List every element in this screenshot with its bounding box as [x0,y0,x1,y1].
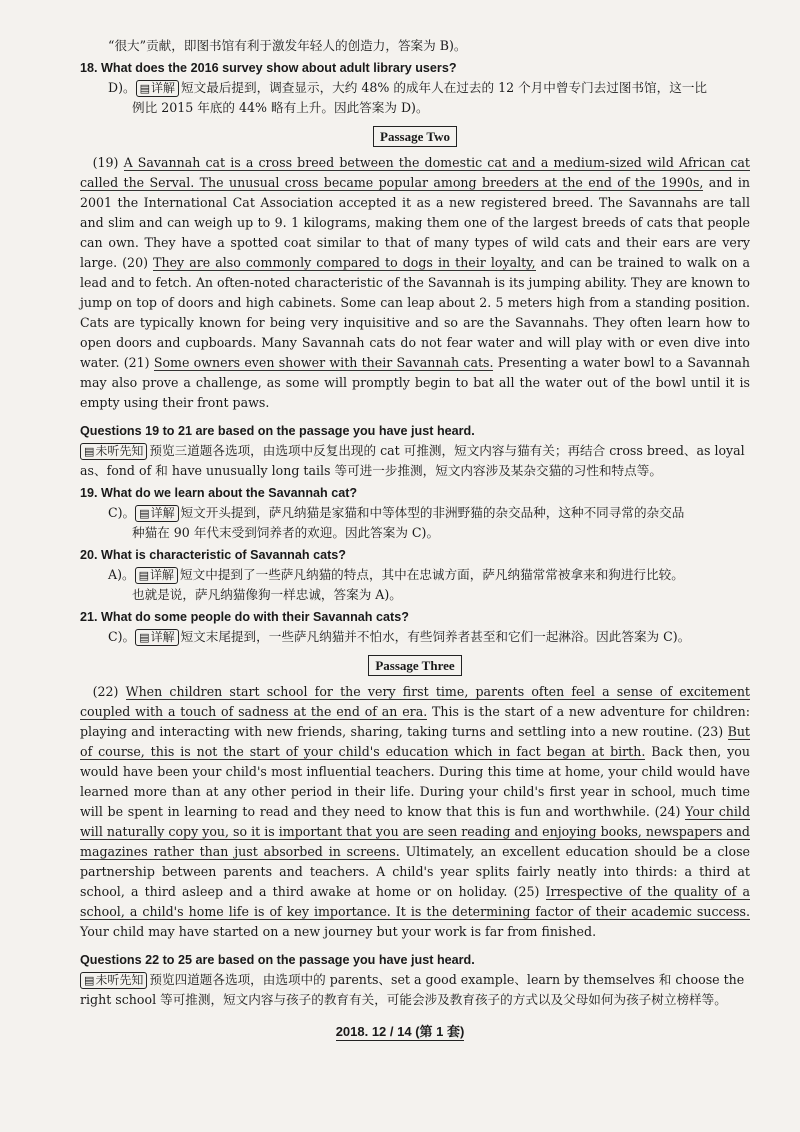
passage-three-heading-wrap [80,655,750,676]
preview-19-21: ▤未听先知 预览三道题各选项，由选项中反复出现的 cat 可推测，短文内容与猫有关；再结合 cross breed、as loyal as、fond of 和 have unusually long tails 等可进一步推测，短文内容涉及某杂交猫的习性和特点等。 [80,443,745,478]
passage-three-text: (22) When children start school for the very first time, parents often feel a sense of excitement coupled with a touch of sadness at the end of an era. This is the start of a new adventure for children: playing and interacting with new friends, sharing, taking turns and settling into a new routine. (23) But of course, this is not the start of your child's education which in fact began at birth. Back then, you would have been your child's most influential teachers. During this time at home, your child would have learned more than at any other period in their life. During your child's first year in school, much time will be spent in learning to read and they need to know that this is fun and worthwhile. (24) Your child will naturally copy you, so it is important that you are seen reading and enjoying books, newspapers and magazines rather than just absorbed in screens. Ultimately, an excellent education should be a close partnership between parents and teachers. A child's year splits fairly neatly into thirds: a third at school, a third asleep and a third awake at home or on holiday. (25) Irrespective of the quality of a school, a child's home life is of key importance. It is the determining factor of their academic success. Your child may have started on a new journey but your work is far from finished. [80,684,751,939]
question-18: 18. What does the 2016 survey show about adult library users? [80,61,457,75]
q18-explanation: D)。 ▤详解 短文最后提到，调查显示，大约 48% 的成年人在过去的 12 个月中曾专门去过图书馆，这一比 [108,80,708,95]
book-icon: ▤ [139,631,150,644]
preview-tag: ▤未听先知 [80,443,147,460]
underlined-sentence: Some owners even shower with their Savannah cats. [153,355,494,370]
underlined-sentence: When children start school for the very first time, parents often feel a sense of excitement coupled with a touch of sadness at the end of an era. [80,684,750,719]
book-icon: ▤ [138,569,150,582]
detail-tag: ▤详解 [135,567,178,584]
underlined-sentence: Your child will naturally copy you, so it is important that you are seen reading and enjoying books, newspapers and magazines rather than just absorbed in screens. [80,804,751,859]
questions-19-21-intro: Questions 19 to 21 are based on the passage you have just heard. [80,424,475,438]
questions-22-25-intro: Questions 22 to 25 are based on the passage you have just heard. [80,953,475,967]
book-icon: ▤ [84,974,95,987]
q18-answer: D)。 [108,80,136,95]
question-20: 20. What is characteristic of Savannah cats? [80,548,346,562]
passage-two-heading: Passage Two [373,126,457,147]
question-19: 19. What do we learn about the Savannah cat? [80,486,358,500]
q18-explanation-cont: 例比 2015 年底的 44% 略有上升。因此答案为 D)。 [132,100,429,115]
q20-explanation: A)。 ▤详解 短文中提到了一些萨凡纳猫的特点，其中在忠诚方面，萨凡纳猫常常被拿来和狗进行比较。 [108,567,684,582]
detail-tag: ▤详解 [135,629,178,646]
detail-tag: ▤详解 [136,80,179,97]
q19-explanation-cont: 种猫在 90 年代末受到饲养者的欢迎。因此答案为 C)。 [132,525,440,540]
underlined-sentence: But of course, this is not the start of your child's education which in fact began at birth. [80,724,750,759]
detail-tag: ▤详解 [135,505,178,522]
book-icon: ▤ [139,507,150,520]
underlined-sentence: They are also commonly compared to dogs in their loyalty, [153,255,536,270]
continued-explanation: “很大”贡献，即图书馆有利于激发年轻人的创造力，答案为 B)。 [108,38,467,53]
book-icon: ▤ [139,82,151,95]
q20-explanation-cont: 也就是说，萨凡纳猫像狗一样忠诚，答案为 A)。 [132,587,402,602]
page-footer [0,1022,800,1042]
preview-22-25: ▤未听先知 预览四道题各选项，由选项中的 parents、set a good example、learn by themselves 和 choose the right school 等可推测，短文内容与孩子的教育有关，可能会涉及教育孩子的方式以及父母如何为孩子树立榜样等。 [80,972,745,1007]
passage-two-heading-wrap [80,126,750,147]
preview-tag: ▤未听先知 [80,972,147,989]
q19-explanation: C)。 ▤详解 短文开头提到，萨凡纳猫是家猫和中等体型的非洲野猫的杂交品种，这种不同寻常的杂交品 [108,505,685,520]
passage-two-text: (19) A Savannah cat is a cross breed between the domestic cat and a medium-sized wild African cat called the Serval. The unusual cross became popular among breeders at the end of the 1990s, and in 2001 the International Cat Association accepted it as a new registered breed. The Savannahs are tall and slim and can weigh up to 9. 1 kilograms, making them one of the largest breeds of cats that people can own. They have a spotted coat similar to that of many types of wild cats and their ears are very large. (20) They are also commonly compared to dogs in their loyalty, and can be trained to walk on a lead and to fetch. An often-noted characteristic of the Savannah is its jumping ability. They are known to jump on top of doors and high cabinets. Some can leap about 2. 5 meters high from a standing position. Cats are typically known for being very inquisitive and so are the Savannahs. They often learn how to open doors and cupboards. Many Savannah cats do not fear water and will play with or even dive into water. (21) Some owners even shower with their Savannah cats. Presenting a water bowl to a Savannah may also prove a challenge, as some will promptly begin to bat all the water out of the bowl until it is empty using their front paws. [80,155,751,410]
underlined-sentence: A Savannah cat is a cross breed between the domestic cat and a medium-sized wild African cat called the Serval. The unusual cross became popular among breeders at the end of the 1990s, [80,155,750,190]
page-number: 2018. 12 / 14 (第 1 套) [335,1024,465,1039]
passage-three-heading: Passage Three [368,655,461,676]
underlined-sentence: Irrespective of the quality of a school, a child's home life is of key importance. It is the determining factor of their academic success. [80,884,751,919]
q21-explanation: C)。 ▤详解 短文末尾提到，一些萨凡纳猫并不怕水，有些饲养者甚至和它们一起淋浴。因此答案为 C)。 [108,629,691,644]
question-21: 21. What do some people do with their Savannah cats? [80,610,409,624]
book-icon: ▤ [84,445,95,458]
